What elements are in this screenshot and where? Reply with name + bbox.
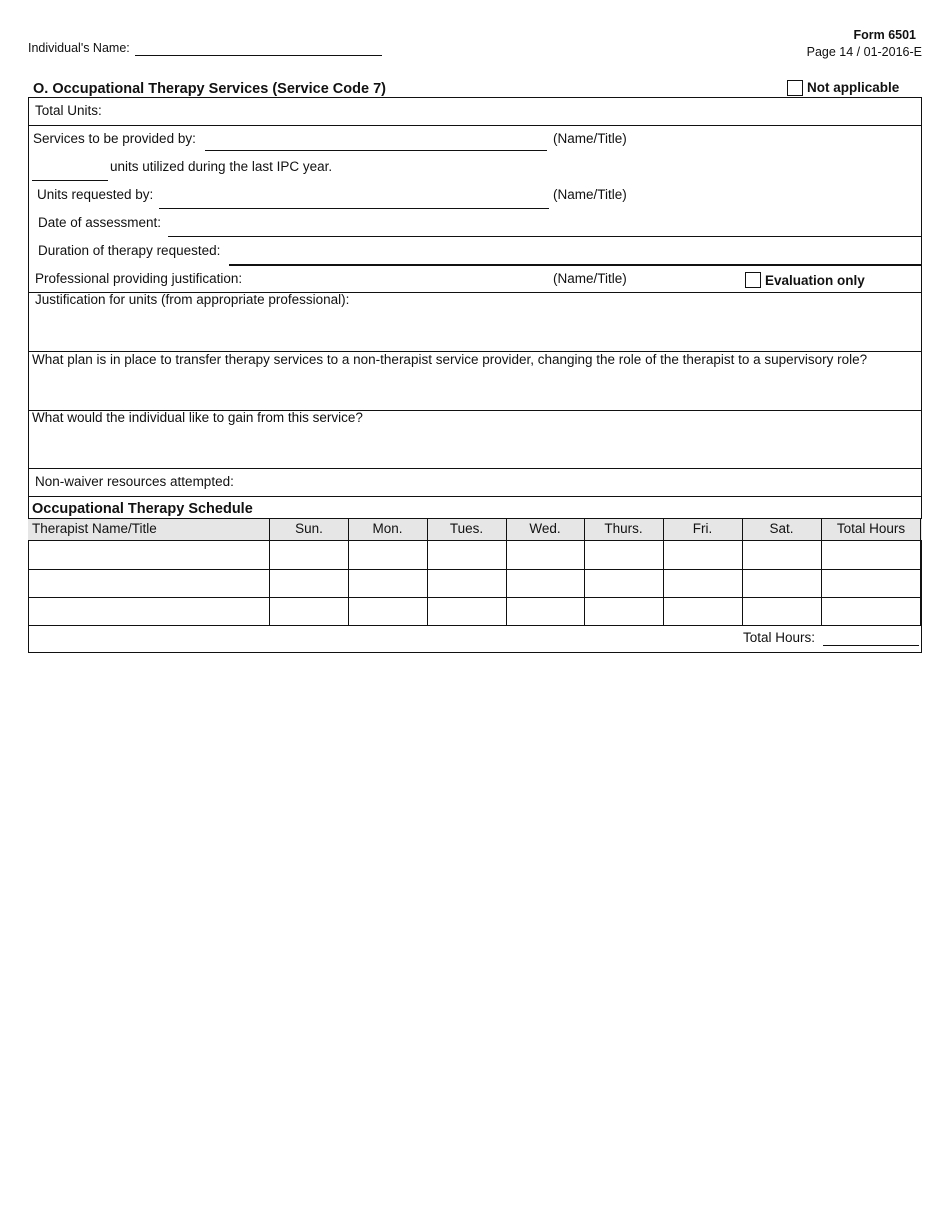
duration-requested-field[interactable]	[229, 264, 922, 266]
grid-line	[28, 625, 922, 626]
transfer-plan-label: What plan is in place to transfer therapy services to a non-therapist service provider, changing the role of the therapist to a supervisory role?	[32, 352, 868, 367]
form-number: Form 6501	[853, 28, 916, 42]
individual-gain-field[interactable]	[30, 428, 920, 466]
individual-name-label: Individual's Name:	[28, 41, 130, 55]
table-row[interactable]	[28, 598, 922, 625]
column-header-fri: Fri.	[692, 521, 713, 536]
total-hours-field[interactable]	[823, 645, 919, 646]
individual-name-field[interactable]	[135, 55, 382, 56]
table-row[interactable]	[28, 542, 922, 569]
name-title-label: (Name/Title)	[553, 271, 627, 286]
date-of-assessment-field[interactable]	[168, 236, 922, 237]
justification-units-field[interactable]	[30, 310, 920, 350]
non-waiver-label: Non-waiver resources attempted:	[35, 474, 234, 489]
name-title-label: (Name/Title)	[553, 187, 627, 202]
services-provided-by-label: Services to be provided by:	[33, 131, 196, 146]
units-utilized-label: units utilized during the last IPC year.	[110, 159, 333, 174]
column-header-therapist: Therapist Name/Title	[32, 521, 157, 536]
professional-justification-field[interactable]	[252, 268, 547, 292]
units-requested-by-label: Units requested by:	[37, 187, 154, 202]
non-waiver-field[interactable]	[245, 471, 918, 495]
column-header-mon: Mon.	[372, 521, 403, 536]
not-applicable-label: Not applicable	[807, 80, 900, 95]
column-header-sun: Sun.	[295, 521, 323, 536]
not-applicable-checkbox[interactable]	[787, 80, 803, 96]
transfer-plan-field[interactable]	[30, 370, 920, 408]
total-hours-label: Total Hours:	[743, 630, 816, 645]
professional-justification-label: Professional providing justification:	[35, 271, 243, 286]
column-header-total-hours: Total Hours	[836, 521, 906, 536]
individual-gain-label: What would the individual like to gain from this service?	[32, 410, 363, 425]
total-units-field[interactable]	[110, 100, 918, 124]
justification-units-label: Justification for units (from appropriate professional):	[35, 292, 350, 307]
section-title: O. Occupational Therapy Services (Service Code 7)	[33, 81, 386, 97]
schedule-title: Occupational Therapy Schedule	[32, 501, 253, 517]
evaluation-only-checkbox[interactable]	[745, 272, 761, 288]
divider	[28, 468, 922, 469]
divider	[28, 496, 922, 497]
column-header-wed: Wed.	[529, 521, 561, 536]
column-header-sat: Sat.	[769, 521, 794, 536]
page-info: Page 14 / 01-2016-E	[806, 45, 922, 59]
evaluation-only-label: Evaluation only	[765, 273, 865, 288]
units-requested-by-field[interactable]	[159, 208, 549, 209]
column-header-tues: Tues.	[449, 521, 484, 536]
duration-requested-label: Duration of therapy requested:	[38, 243, 221, 258]
services-provided-by-field[interactable]	[205, 150, 547, 151]
units-utilized-field[interactable]	[32, 180, 108, 181]
date-of-assessment-label: Date of assessment:	[38, 215, 162, 230]
column-header-thurs: Thurs.	[604, 521, 643, 536]
table-row[interactable]	[28, 570, 922, 597]
name-title-label: (Name/Title)	[553, 131, 627, 146]
divider	[28, 125, 922, 126]
total-units-label: Total Units:	[35, 103, 102, 118]
